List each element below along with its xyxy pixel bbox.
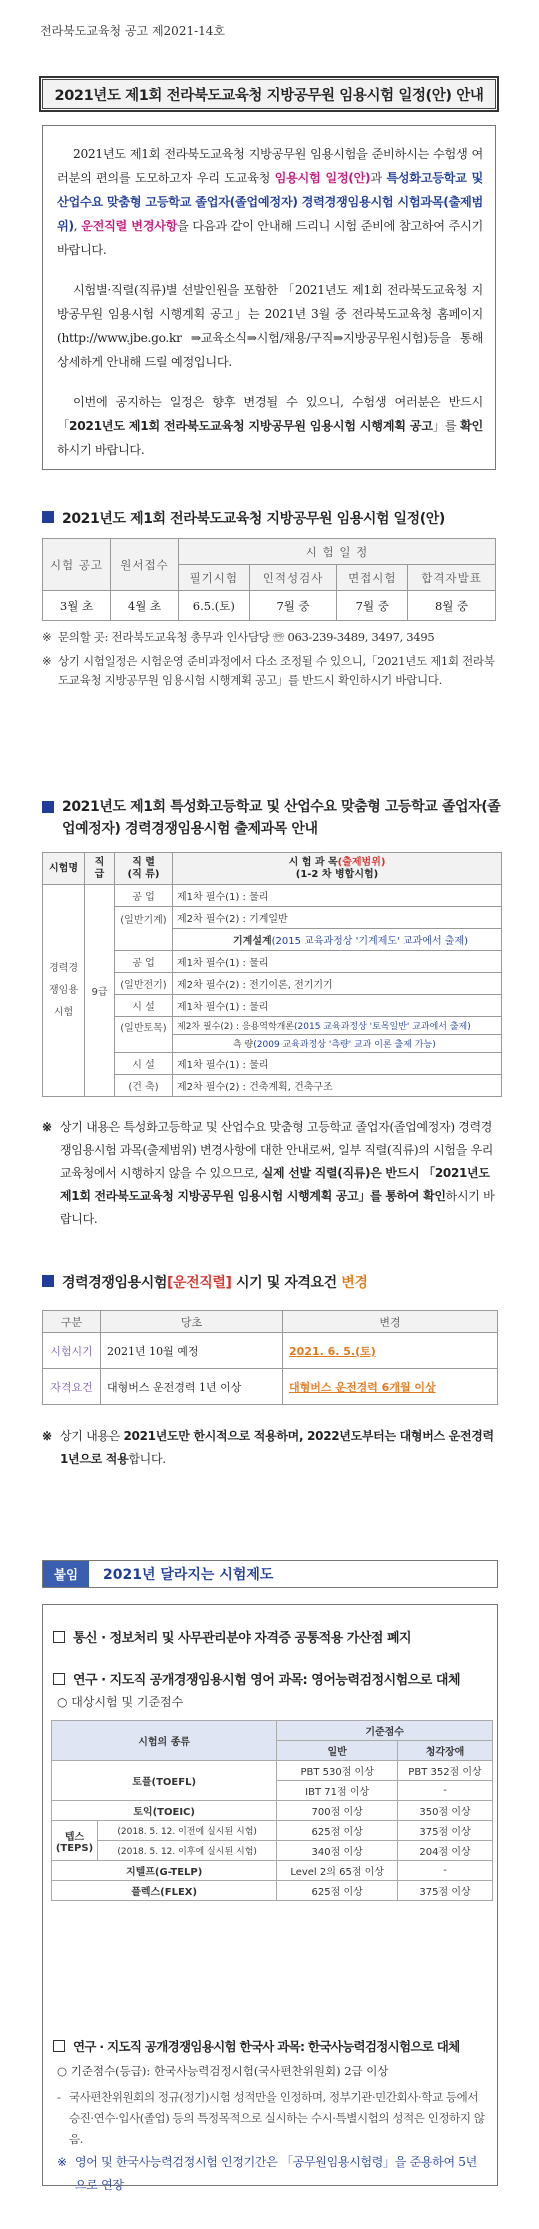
appendix-footnote: ※ 영어 및 한국사능력검정시험 인정기간은 「공무원임용시험령」을 준용하여 5년으로 연장: [57, 2155, 477, 2192]
checkbox-icon: [53, 1631, 65, 1643]
table-row: 토플(TOEFL) PBT 530점 이상 PBT 352점 이상: [52, 1761, 493, 1781]
schedule-notes: [42, 628, 498, 695]
table-row: 플렉스(FLEX) 625점 이상 375점 이상: [52, 1881, 493, 1901]
table-row: 토익(TOEIC) 700점 이상 350점 이상: [52, 1801, 493, 1821]
appendix-item-1: 통신 · 정보처리 및 사무관리분야 자격증 공통적용 가산점 폐지: [53, 1627, 411, 1646]
table-row: 텝스 (TEPS) (2018. 5. 12. 이전에 실시된 시험) 625점 이상 375점 이상: [52, 1821, 493, 1841]
schedule-heading: 2021년도 제1회 전라북도교육청 지방공무원 임용시험 일정(안): [42, 508, 445, 528]
list-item: ※ 문의할 곳: 전라북도교육청 총무과 인사담당 ☏ 063-239-3489, 3497, 3495: [42, 630, 435, 644]
score-table: 시험의 종류 기준점수 일반 청각장애 토플(TOEFL) PBT 530점 이상 PBT 352점 이상 IBT 71점 이상 - 토익(TOEIC) 700점 이상 350점 이상 텝스 (TEPS) (2018. 5. 12. 이전에 실시된 시험) 625점 이상 375점 이상 (2018. 5. 12. 이후에 실시된 시험) 340점 이상 204점 이상 지텔프(G-TELP) Level 2의 65점 이상 - 플렉스(FLEX) 625점 이상 375점 이상: [51, 1720, 493, 1901]
table-row: IBT 71점 이상 -: [52, 1781, 493, 1801]
checkbox-icon: [53, 1673, 65, 1685]
square-bullet-icon: [42, 511, 54, 523]
table-row: 3월 초 4월 초 6.5.(토) 7월 중 7월 중 8월 중: [43, 591, 496, 621]
table-row: (2018. 5. 12. 이후에 실시된 시험) 340점 이상 204점 이상: [52, 1841, 493, 1861]
driver-heading: 경력경쟁임용시험[운전직렬] 시기 및 자격요건 변경: [42, 1272, 368, 1292]
table-row: 지텔프(G-TELP) Level 2의 65점 이상 -: [52, 1861, 493, 1881]
notice-number: 전라북도교육청 공고 제2021-14호: [40, 24, 226, 38]
appendix-item-3: 연구 · 지도직 공개경쟁임용시험 한국사 과목: 한국사능력검정시험으로 대체: [53, 2037, 460, 2055]
intro-paragraph-2: 시험별·직렬(직류)별 선발인원을 포함한 「2021년도 제1회 전라북도교육청 지방공무원 임용시험 시행계획 공고」는 2021년 3월 중 전라북도교육청 홈페이지(http://www.jbe.go.kr ⇒교육소식⇒시험/채용/구직⇒지방공무원시험)등을 통해 상세하게 안내해 드릴 예정입니다.: [57, 283, 483, 369]
appendix-item-2: 연구 · 지도직 공개경쟁임용시험 영어 과목: 영어능력검정시험으로 대체: [53, 1669, 460, 1688]
schedule-table: 시험 공고 원서접수 시 험 일 정 필기시험 인적성검사 면접시험 합격자발표 3월 초 4월 초 6.5.(토) 7월 중 7월 중 8월 중: [42, 538, 496, 621]
page-title: 2021년도 제1회 전라북도교육청 지방공무원 임용시험 일정(안) 안내: [54, 87, 484, 104]
history-standard: ○ 기준점수(등급): 한국사능력검정시험(국사편찬위원회) 2급 이상: [57, 2064, 389, 2078]
appendix-box: [42, 1604, 498, 2192]
appendix-header: [42, 1560, 498, 1588]
score-sub-label: ○ 대상시험 및 기준점수: [57, 1695, 184, 1709]
list-item: ※ 상기 시험일정은 시험운영 준비과정에서 다소 조정될 수 있으니,「2021년도 제1회 전라북도교육청 지방공무원 임용시험 시행계획 공고」를 반드시 확인하시기 바랍니다.: [42, 654, 495, 687]
main-title-box: [42, 79, 496, 109]
subject-table: 시험명 직 급 직 렬 (직 류) 시 험 과 목(출제범위) (1-2 차 병합시험) 경력경쟁임용시험 9급 공 업 제1차 필수(1) : 물리 (일반기계) 제2차 필수(2) : 기계일반 기계설계(2015 교육과정상 '기계제도' 교과에서 출제) 공 업 제1차 필수(1) : 물리 (일반전기) 제2차 필수(2) : 전기이론, 전기기기 시 설 제1차 필수(1) : 물리 (일반토목) 제2차 필수(2) : 응용역학개론(2015 교육과정상 '토목일반' 교과에서 출제) 측 량(2009 교육과정상 '측량' 교과 이론 출제 가능) 시 설 제1차 필수(1) : 물리 (건 축) 제2차 필수(2) : 건축계획, 건축구조: [42, 852, 502, 1097]
intro-paragraph-1: 2021년도 제1회 전라북도교육청 지방공무원 임용시험을 준비하시는 수험생 여러분의 편의를 도모하고자 우리 도교육청 임용시험 일정(안)과 특성화고등학교 및 산업수요 맞춤형 고등학교 졸업자(졸업예정자) 경력경쟁임용시험 시험과목(출제범위), 운전직렬 변경사항을 다음과 같이 안내해 드리니 시험 준비에 참고하여 주시기 바랍니다.: [57, 147, 483, 257]
career-notice: ※ 상기 내용은 특성화고등학교 및 산업수요 맞춤형 고등학교 졸업자(졸업예정자) 경력경쟁임용시험 과목(출제범위) 변경사항에 대한 안내로써, 일부 직렬(직류)의 시험을 우리 교육청에서 시행하지 않을 수 있으므로, 실제 선발 직렬(직류)은 반드시 「2021년도 제1회 전라북도교육청 지방공무원 임용시험 시행계획 공고」를 통하여 확인하시기 바랍니다.: [42, 1120, 495, 1226]
square-bullet-icon: [42, 1275, 54, 1287]
intro-box: [42, 125, 496, 470]
change-table: 구분 당초 변경 시험시기 2021년 10월 예정 2021. 6. 5.(토) 자격요건 대형버스 운전경력 1년 이상 대형버스 운전경력 6개월 이상: [42, 1310, 498, 1405]
subjects-heading: 2021년도 제1회 특성화고등학교 및 산업수요 맞춤형 고등학교 졸업자(졸업예정자) 경력경쟁임용시험 출제과목 안내: [42, 796, 502, 840]
table-row: 시험시기 2021년 10월 예정 2021. 6. 5.(토): [43, 1333, 498, 1369]
square-bullet-icon: [42, 801, 54, 813]
table-row: 자격요건 대형버스 운전경력 1년 이상 대형버스 운전경력 6개월 이상: [43, 1369, 498, 1405]
history-note: - 국사편찬위원회의 정규(정기)시험 성적만을 인정하며, 정부기관·민간회사·학교 등에서 승진·연수·입사(졸업) 등의 특정목적으로 실시하는 수시·특별시험의 성적은 인정하지 않음.: [57, 2090, 485, 2146]
checkbox-icon: [53, 2040, 65, 2052]
appendix-tag: 붙임: [43, 1561, 89, 1587]
intro-paragraph-3: 이번에 공지하는 일정은 향후 변경될 수 있으니, 수험생 여러분은 반드시 「2021년도 제1회 전라북도교육청 지방공무원 임용시험 시행계획 공고」를 확인하시기 바랍니다.: [57, 395, 483, 457]
appendix-title: 2021년 달라지는 시험제도: [103, 1567, 274, 1583]
bus-notice: ※ 상기 내용은 2021년도만 한시적으로 적용하며, 2022년도부터는 대형버스 운전경력 1년으로 적용합니다.: [42, 1429, 494, 1466]
